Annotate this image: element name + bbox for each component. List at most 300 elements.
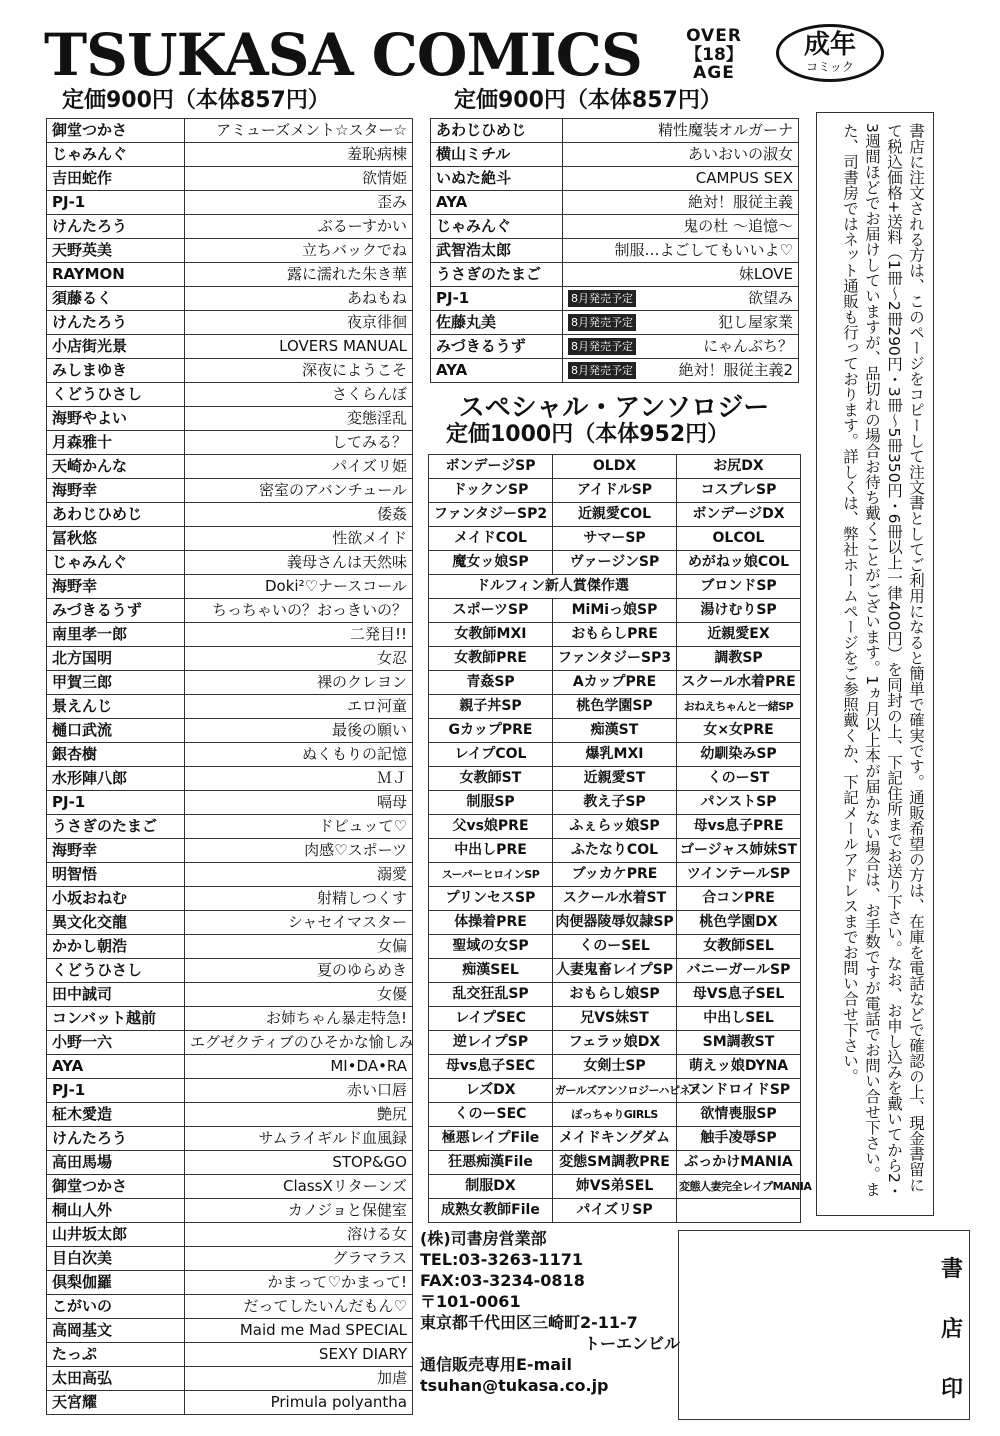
book-title: ちっちゃいの？おっきいの？	[185, 599, 413, 623]
list-row	[47, 1031, 413, 1055]
list-row	[47, 311, 413, 335]
anthology-title: ヴァージンSP	[553, 551, 677, 575]
grid-row	[429, 623, 801, 647]
age-label: AGE	[693, 63, 735, 83]
author-name: 倶梨伽羅	[47, 1271, 185, 1295]
grid-row	[429, 791, 801, 815]
book-title: 女優	[185, 983, 413, 1007]
anthology-title: レイプSEC	[429, 1007, 553, 1031]
book-title: シャセイマスター	[185, 911, 413, 935]
book-title: 犯し屋家業	[717, 313, 793, 331]
anthology-title: 女教師MXI	[429, 623, 553, 647]
author-name: みづきるうず	[47, 599, 185, 623]
author-name: 水形陣八郎	[47, 767, 185, 791]
book-title-cell	[563, 167, 799, 191]
anthology-title: おもらし娘SP	[553, 983, 677, 1007]
grid-row	[429, 575, 801, 599]
list-row	[47, 1223, 413, 1247]
list-row	[47, 1055, 413, 1079]
book-title: 密室のアバンチュール	[185, 479, 413, 503]
author-name: 須藤るく	[47, 287, 185, 311]
author-name: うさぎのたまご	[431, 263, 563, 287]
list-row	[47, 719, 413, 743]
list-row	[47, 743, 413, 767]
book-title: 加虐	[185, 1367, 413, 1391]
author-name: 異文化交龍	[47, 911, 185, 935]
anthology-title: スクール水着PRE	[677, 671, 801, 695]
book-title: 女忍	[185, 647, 413, 671]
book-title: にゃんぶち？	[703, 337, 793, 355]
right-title-list	[430, 118, 799, 383]
anthology-title: ぽっちゃりGIRLS	[553, 1103, 677, 1127]
anthology-title: 青姦SP	[429, 671, 553, 695]
author-name: 海野幸	[47, 479, 185, 503]
anthology-title: ボンデージDX	[677, 503, 801, 527]
list-row	[47, 983, 413, 1007]
author-name: じゃみんぐ	[47, 143, 185, 167]
list-row	[431, 359, 799, 383]
grid-row	[429, 503, 801, 527]
list-row	[47, 1247, 413, 1271]
list-row	[47, 959, 413, 983]
author-name: 明智悟	[47, 863, 185, 887]
anthology-title: お尻DX	[677, 455, 801, 479]
special-anthology-heading: スペシャル・アンソロジー	[458, 393, 770, 423]
grid-row	[429, 1103, 801, 1127]
book-title: 肉感♡スポーツ	[185, 839, 413, 863]
author-name: 冨秋悠	[47, 527, 185, 551]
author-name: あわじひめじ	[431, 119, 563, 143]
list-row	[47, 455, 413, 479]
book-title-cell	[563, 287, 799, 311]
author-name: 御堂つかさ	[47, 1175, 185, 1199]
anthology-title: スポーツSP	[429, 599, 553, 623]
author-name: 北方国明	[47, 647, 185, 671]
stamp-char: 書	[940, 1257, 963, 1282]
author-name: AYA	[47, 1055, 185, 1079]
list-row	[47, 647, 413, 671]
grid-row	[429, 695, 801, 719]
author-name: あわじひめじ	[47, 503, 185, 527]
list-row	[431, 239, 799, 263]
age-number: 【18】	[685, 45, 743, 65]
anthology-title: 変態SM調教PRE	[553, 1151, 677, 1175]
author-name: けんたろう	[47, 215, 185, 239]
release-badge: 8月発売予定	[568, 314, 636, 331]
anthology-title: 女教師ST	[429, 767, 553, 791]
list-row	[47, 431, 413, 455]
anthology-title: コスプレSP	[677, 479, 801, 503]
anthology-title: 萌えッ娘DYNA	[677, 1055, 801, 1079]
book-title: 最後の願い	[185, 719, 413, 743]
author-name: 桐山人外	[47, 1199, 185, 1223]
grid-row	[429, 479, 801, 503]
author-name: 武智浩太郎	[431, 239, 563, 263]
anthology-title: 制服SP	[429, 791, 553, 815]
anthology-title: めがねッ娘COL	[677, 551, 801, 575]
list-row	[47, 1127, 413, 1151]
book-title: サムライギルド血風録	[185, 1127, 413, 1151]
anthology-title: 女教師PRE	[429, 647, 553, 671]
badge-sub: コミック	[806, 60, 854, 74]
order-notice: 書店に注文される方は、このページをコピーして注文書としてご利用になると簡単で確実です。通販希望の方は、在庫を電話などで確認の上、現金書留にて税込価格+送料（1冊～2冊290円・3冊～5冊350円・6冊以上一律400円）を同封の上、下記住所までお送り下さい。なお、お申し込みを戴いてから2・3週間ほどでお届けしていますが、品切れの場合お待ち戴くことがございます。1ヵ月以上本が届かない場合は、お手数ですが電話でお問い合せ下さい。また、司書房ではネット通販も行っております。詳しくは、弊社ホームページをご参照戴くか、下記メールアドレスまでお問い合せ下さい。	[816, 112, 934, 1216]
list-row	[47, 1175, 413, 1199]
book-title: あねもね	[185, 287, 413, 311]
author-name: じゃみんぐ	[431, 215, 563, 239]
book-title: カノジョと保健室	[185, 1199, 413, 1223]
anthology-title: 肉便器陵辱奴隷SP	[553, 911, 677, 935]
anthology-title: OLDX	[553, 455, 677, 479]
email-label: 通信販売専用E-mail	[420, 1355, 573, 1374]
grid-row	[429, 671, 801, 695]
fax-number: FAX:03-3234-0818	[420, 1271, 585, 1290]
release-badge: 8月発売予定	[568, 362, 636, 379]
book-title-cell	[563, 215, 799, 239]
author-name: 太田高弘	[47, 1367, 185, 1391]
book-title: エグゼクティブのひそかな愉しみ	[185, 1031, 413, 1055]
author-name: 小野一六	[47, 1031, 185, 1055]
list-row	[47, 215, 413, 239]
badge-main: 成年	[803, 30, 856, 60]
anthology-title: ドルフィン新人賞傑作選	[429, 575, 677, 599]
author-name: 山井坂太郎	[47, 1223, 185, 1247]
book-title-cell	[563, 263, 799, 287]
book-title: エロ河童	[185, 695, 413, 719]
book-title: 精性魔装オルガーナ	[657, 121, 793, 139]
list-row	[47, 527, 413, 551]
book-title: 嗝母	[185, 791, 413, 815]
book-title: SEXY DIARY	[185, 1343, 413, 1367]
anthology-title: 桃色学園SP	[553, 695, 677, 719]
anthology-title: 人妻鬼畜レイプSP	[553, 959, 677, 983]
book-title: 欲情姫	[185, 167, 413, 191]
list-row	[47, 287, 413, 311]
anthology-title: レズDX	[429, 1079, 553, 1103]
anthology-title: 触手凌辱SP	[677, 1127, 801, 1151]
list-row	[431, 263, 799, 287]
anthology-title: ガールズアンソロジーハピネス	[553, 1079, 677, 1103]
grid-row	[429, 1055, 801, 1079]
list-row	[47, 767, 413, 791]
anthology-title: 調教SP	[677, 647, 801, 671]
anthology-title: 成熟女教師File	[429, 1199, 553, 1223]
book-title: 義母さんは天然味	[185, 551, 413, 575]
book-title: かまって♡かまって!	[185, 1271, 413, 1295]
book-title: 裸のクレヨン	[185, 671, 413, 695]
book-title: ClassXリターンズ	[185, 1175, 413, 1199]
anthology-title: 近親愛EX	[677, 623, 801, 647]
grid-row	[429, 1031, 801, 1055]
book-title: Doki²♡ナースコール	[185, 575, 413, 599]
anthology-title: 変態人妻完全レイプMANIA	[677, 1175, 801, 1199]
author-name: うさぎのたまご	[47, 815, 185, 839]
author-name: みづきるうず	[431, 335, 563, 359]
book-title: ぶるーすかい	[185, 215, 413, 239]
list-row	[47, 407, 413, 431]
anthology-title: 極悪レイプFile	[429, 1127, 553, 1151]
list-row	[47, 863, 413, 887]
price-left: 定価900円（本体857円）	[62, 88, 330, 113]
grid-row	[429, 863, 801, 887]
book-title: 欲望み	[747, 289, 793, 307]
grid-row	[429, 551, 801, 575]
author-name: 海野幸	[47, 575, 185, 599]
book-title: Primula polyantha	[185, 1391, 413, 1415]
book-title-cell	[563, 191, 799, 215]
anthology-title: サマーSP	[553, 527, 677, 551]
anthology-title: ファンタジーSP3	[553, 647, 677, 671]
author-name: 横山ミチル	[431, 143, 563, 167]
grid-row	[429, 1175, 801, 1199]
age-restriction-mark	[668, 28, 760, 84]
stamp-char: 印	[940, 1377, 963, 1402]
list-row	[47, 479, 413, 503]
anthology-title: レイプCOL	[429, 743, 553, 767]
building-name: トーエンビル	[583, 1334, 680, 1353]
list-row	[431, 143, 799, 167]
grid-row	[429, 1007, 801, 1031]
anthology-title: 乱交狂乱SP	[429, 983, 553, 1007]
author-name: PJ-1	[47, 791, 185, 815]
book-title: 二発目!!	[185, 623, 413, 647]
postal-code: 〒101-0061	[420, 1292, 521, 1311]
price-right: 定価900円（本体857円）	[454, 88, 722, 113]
list-row	[47, 263, 413, 287]
author-name: RAYMON	[47, 263, 185, 287]
anthology-title: スクール水着ST	[553, 887, 677, 911]
book-title: LOVERS MANUAL	[185, 335, 413, 359]
book-title: 絶対！服従主義2	[678, 361, 793, 379]
grid-row	[429, 815, 801, 839]
author-name: 天宮耀	[47, 1391, 185, 1415]
author-name: PJ-1	[47, 1079, 185, 1103]
anthology-title: 湯けむりSP	[677, 599, 801, 623]
grid-row	[429, 887, 801, 911]
publisher-title: TSUKASA COMICS	[44, 21, 642, 89]
anthology-title: 桃色学園DX	[677, 911, 801, 935]
anthology-title: AカップPRE	[553, 671, 677, 695]
contact-block	[420, 1228, 680, 1414]
list-row	[47, 503, 413, 527]
anthology-title: 中出しPRE	[429, 839, 553, 863]
email-address: tsuhan@tukasa.co.jp	[420, 1376, 609, 1395]
author-name: PJ-1	[47, 191, 185, 215]
list-row	[47, 911, 413, 935]
anthology-title: 痴漢SEL	[429, 959, 553, 983]
left-title-list	[46, 118, 413, 1415]
book-title: ドピュッて♡	[185, 815, 413, 839]
book-title: 露に濡れた朱き華	[185, 263, 413, 287]
list-row	[47, 1343, 413, 1367]
book-title: ＭＪ	[185, 767, 413, 791]
anthology-title: 体操着PRE	[429, 911, 553, 935]
list-row	[47, 791, 413, 815]
grid-row	[429, 599, 801, 623]
book-title-cell	[563, 359, 799, 383]
list-row	[431, 167, 799, 191]
list-row	[431, 191, 799, 215]
anthology-title: パイズリSP	[553, 1199, 677, 1223]
grid-row	[429, 959, 801, 983]
book-title: 羞恥病棟	[185, 143, 413, 167]
list-row	[47, 359, 413, 383]
author-name: くどうひさし	[47, 383, 185, 407]
book-title-cell	[563, 119, 799, 143]
author-name: 天崎かんな	[47, 455, 185, 479]
list-row	[47, 575, 413, 599]
anthology-title: ドックンSP	[429, 479, 553, 503]
anthology-title: バニーガールSP	[677, 959, 801, 983]
book-title: 赤い口唇	[185, 1079, 413, 1103]
grid-row	[429, 1127, 801, 1151]
anthology-title: 爆乳MXI	[553, 743, 677, 767]
list-row	[47, 1199, 413, 1223]
grid-row	[429, 743, 801, 767]
anthology-title: 中出しSEL	[677, 1007, 801, 1031]
book-title: 鬼の杜 ～追憶～	[683, 217, 793, 235]
author-name: 高岡基文	[47, 1319, 185, 1343]
anthology-title: 狂悪痴漢File	[429, 1151, 553, 1175]
release-badge: 8月発売予定	[568, 338, 636, 355]
author-name: くどうひさし	[47, 959, 185, 983]
book-title: 制服…よごしてもいいよ♡	[614, 241, 793, 259]
author-name: 小坂おねむ	[47, 887, 185, 911]
book-title: Maid me Mad SPECIAL	[185, 1319, 413, 1343]
list-row	[47, 167, 413, 191]
book-title: だってしたいんだもん♡	[185, 1295, 413, 1319]
list-row	[47, 1367, 413, 1391]
book-title: 妹LOVE	[738, 265, 793, 283]
anthology-title: ゴージャス姉妹ST	[677, 839, 801, 863]
anthology-title: 制服DX	[429, 1175, 553, 1199]
book-title: 変態淫乱	[185, 407, 413, 431]
anthology-title: 女教師SEL	[677, 935, 801, 959]
anthology-title: プリンセスSP	[429, 887, 553, 911]
book-title: 女偏	[185, 935, 413, 959]
list-row	[47, 143, 413, 167]
book-title: パイズリ姫	[185, 455, 413, 479]
anthology-title: おもらしPRE	[553, 623, 677, 647]
book-title: グラマラス	[185, 1247, 413, 1271]
anthology-title: スーパーヒロインSP	[429, 863, 553, 887]
anthology-title	[677, 1199, 801, 1223]
book-title-cell	[563, 143, 799, 167]
stamp-char: 店	[940, 1317, 963, 1342]
author-name: 御堂つかさ	[47, 119, 185, 143]
list-row	[47, 839, 413, 863]
book-title: 性欲メイド	[185, 527, 413, 551]
anthology-title: くのーSEC	[429, 1103, 553, 1127]
anthology-title: SM調教ST	[677, 1031, 801, 1055]
anthology-title: 姉VS弟SEL	[553, 1175, 677, 1199]
book-title: ぬくもりの記憶	[185, 743, 413, 767]
list-row	[47, 935, 413, 959]
author-name: 佐藤丸美	[431, 311, 563, 335]
over-label: OVER	[686, 26, 742, 46]
list-row	[47, 1079, 413, 1103]
book-title: 溺愛	[185, 863, 413, 887]
anthology-title: 女剣士SP	[553, 1055, 677, 1079]
anthology-title: ぶっかけMANIA	[677, 1151, 801, 1175]
anthology-title: おねえちゃんと一緒SP	[677, 695, 801, 719]
anthology-title: 欲情喪服SP	[677, 1103, 801, 1127]
book-title: 溶ける女	[185, 1223, 413, 1247]
list-row	[47, 239, 413, 263]
anthology-title: 近親愛COL	[553, 503, 677, 527]
author-name: 景えんじ	[47, 695, 185, 719]
list-row	[47, 1007, 413, 1031]
book-title: 艶尻	[185, 1103, 413, 1127]
list-row	[47, 335, 413, 359]
author-name: 甲賀三郎	[47, 671, 185, 695]
price-special: 定価1000円（本体952円）	[446, 422, 730, 447]
anthology-title: くのーSEL	[553, 935, 677, 959]
anthology-title: パンストSP	[677, 791, 801, 815]
store-stamp-box	[678, 1230, 970, 1420]
list-row	[47, 1391, 413, 1415]
anthology-title: ふたなりCOL	[553, 839, 677, 863]
anthology-title: メイドキングダム	[553, 1127, 677, 1151]
anthology-title: ブロンドSP	[677, 575, 801, 599]
adult-comic-badge	[776, 24, 884, 82]
author-name: AYA	[431, 191, 563, 215]
author-name: じゃみんぐ	[47, 551, 185, 575]
book-title-cell	[563, 335, 799, 359]
author-name: コンバット越前	[47, 1007, 185, 1031]
book-title: アミューズメント☆スター☆	[185, 119, 413, 143]
grid-row	[429, 1199, 801, 1223]
company-name: (株)司書房営業部	[420, 1229, 547, 1248]
anthology-title: 父vs娘PRE	[429, 815, 553, 839]
phone-number: TEL:03-3263-1171	[420, 1250, 584, 1269]
book-title-cell	[563, 311, 799, 335]
author-name: けんたろう	[47, 311, 185, 335]
list-row	[47, 383, 413, 407]
grid-row	[429, 983, 801, 1007]
list-row	[47, 887, 413, 911]
book-title: MI•DA•RA	[185, 1055, 413, 1079]
author-name: 海野幸	[47, 839, 185, 863]
author-name: 吉田蛇作	[47, 167, 185, 191]
anthology-title: 女×女PRE	[677, 719, 801, 743]
anthology-title: ファンタジーSP2	[429, 503, 553, 527]
list-row	[47, 1271, 413, 1295]
grid-row	[429, 839, 801, 863]
special-anthology-grid	[428, 454, 812, 1223]
book-title: 深夜にようこそ	[185, 359, 413, 383]
anthology-title: OLCOL	[677, 527, 801, 551]
list-row	[47, 1319, 413, 1343]
author-name: 柾木愛造	[47, 1103, 185, 1127]
grid-row	[429, 1079, 801, 1103]
author-name: 天野英美	[47, 239, 185, 263]
anthology-title: 近親愛ST	[553, 767, 677, 791]
anthology-title: フェラッ娘DX	[553, 1031, 677, 1055]
author-name: けんたろう	[47, 1127, 185, 1151]
grid-row	[429, 647, 801, 671]
list-row	[47, 815, 413, 839]
author-name: 田中誠司	[47, 983, 185, 1007]
anthology-title: ふぇらッ娘SP	[553, 815, 677, 839]
anthology-title: 幼馴染みSP	[677, 743, 801, 767]
book-title: 倭姦	[185, 503, 413, 527]
book-title: 射精しつくす	[185, 887, 413, 911]
anthology-title: ツインテールSP	[677, 863, 801, 887]
anthology-title: 母VS息子SEL	[677, 983, 801, 1007]
author-name: かかし朝浩	[47, 935, 185, 959]
author-name: 海野やよい	[47, 407, 185, 431]
list-row	[47, 1295, 413, 1319]
